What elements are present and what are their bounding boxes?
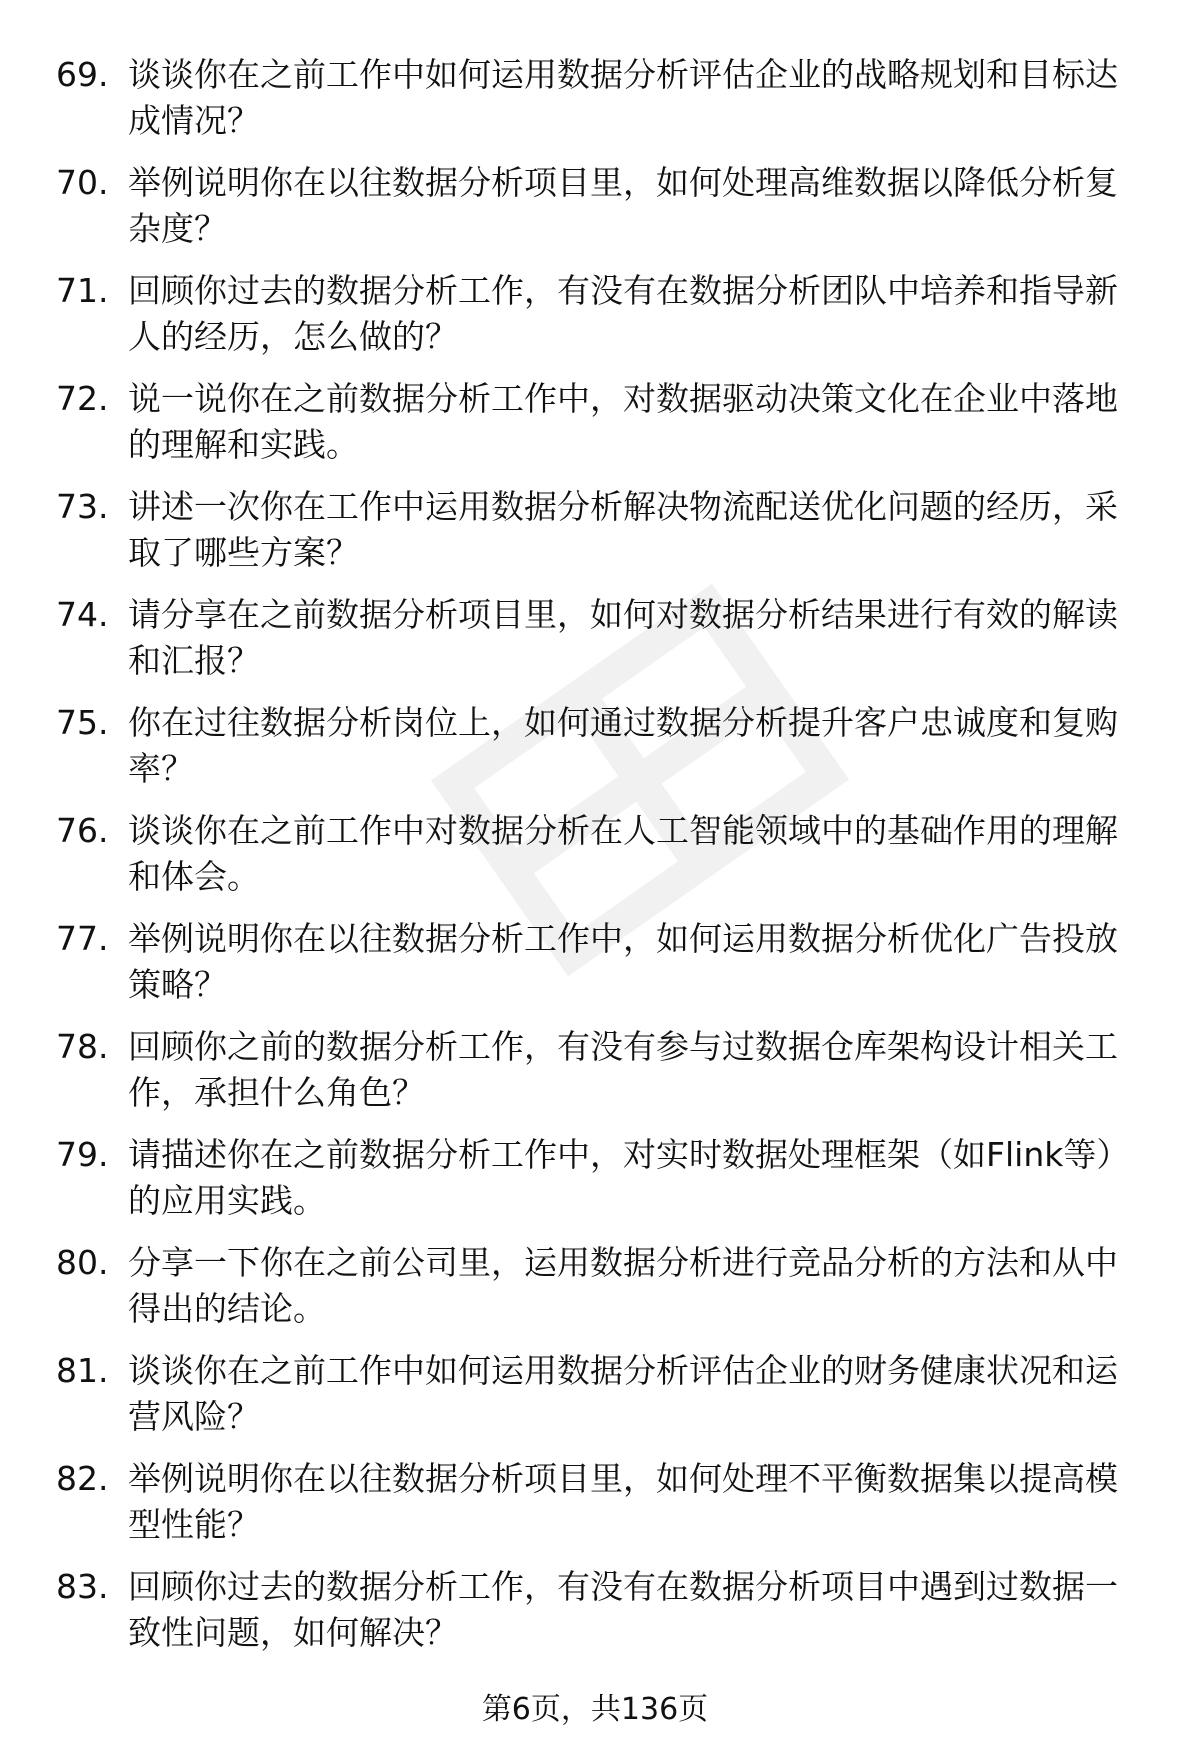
list-item	[56, 916, 1156, 1024]
question-number: 79.	[56, 1135, 109, 1174]
question-text: 你在过往数据分析岗位上，如何通过数据分析提升客户忠诚度和复购率？	[128, 703, 1118, 788]
list-item	[56, 376, 1156, 484]
question-text: 谈谈你在之前工作中如何运用数据分析评估企业的财务健康状况和运营风险？	[128, 1351, 1118, 1436]
list-item	[56, 1456, 1156, 1564]
list-item	[56, 160, 1156, 268]
question-text: 回顾你过去的数据分析工作，有没有在数据分析项目中遇到过数据一致性问题，如何解决？	[128, 1567, 1118, 1652]
question-text: 举例说明你在以往数据分析项目里，如何处理高维数据以降低分析复杂度？	[128, 163, 1118, 248]
question-number: 83.	[56, 1567, 109, 1606]
question-number: 74.	[56, 595, 109, 634]
question-text: 分享一下你在之前公司里，运用数据分析进行竞品分析的方法和从中得出的结论。	[128, 1243, 1118, 1328]
question-text: 回顾你之前的数据分析工作，有没有参与过数据仓库架构设计相关工作，承担什么角色？	[128, 1027, 1118, 1112]
list-item	[56, 1240, 1156, 1348]
question-text: 举例说明你在以往数据分析项目里，如何处理不平衡数据集以提高模型性能？	[128, 1459, 1118, 1544]
list-item	[56, 268, 1156, 376]
question-number: 70.	[56, 163, 109, 202]
question-list	[56, 52, 1156, 1672]
list-item	[56, 592, 1156, 700]
question-number: 77.	[56, 919, 109, 958]
page-footer: 第6页，共136页	[481, 1692, 709, 1727]
question-text: 谈谈你在之前工作中如何运用数据分析评估企业的战略规划和目标达成情况？	[128, 55, 1118, 140]
list-item	[56, 52, 1156, 160]
question-text: 请描述你在之前数据分析工作中，对实时数据处理框架（如Flink等）的应用实践。	[128, 1135, 1130, 1220]
question-text: 说一说你在之前数据分析工作中，对数据驱动决策文化在企业中落地的理解和实践。	[128, 379, 1118, 464]
question-number: 73.	[56, 487, 109, 526]
question-number: 71.	[56, 271, 109, 310]
question-number: 78.	[56, 1027, 109, 1066]
list-item	[56, 1024, 1156, 1132]
question-text: 回顾你过去的数据分析工作，有没有在数据分析团队中培养和指导新人的经历，怎么做的？	[128, 271, 1118, 356]
list-item	[56, 1132, 1156, 1240]
question-text: 谈谈你在之前工作中对数据分析在人工智能领域中的基础作用的理解和体会。	[128, 811, 1118, 896]
list-item	[56, 484, 1156, 592]
question-number: 72.	[56, 379, 109, 418]
question-number: 82.	[56, 1459, 109, 1498]
question-number: 76.	[56, 811, 109, 850]
list-item	[56, 808, 1156, 916]
list-item	[56, 1348, 1156, 1456]
question-text: 讲述一次你在工作中运用数据分析解决物流配送优化问题的经历，采取了哪些方案？	[128, 487, 1118, 572]
question-number: 69.	[56, 55, 109, 94]
question-number: 75.	[56, 703, 109, 742]
list-item	[56, 1564, 1156, 1672]
question-number: 81.	[56, 1351, 109, 1390]
question-number: 80.	[56, 1243, 109, 1282]
question-text: 举例说明你在以往数据分析工作中，如何运用数据分析优化广告投放策略？	[128, 919, 1118, 1004]
question-text: 请分享在之前数据分析项目里，如何对数据分析结果进行有效的解读和汇报？	[128, 595, 1118, 680]
list-item	[56, 700, 1156, 808]
